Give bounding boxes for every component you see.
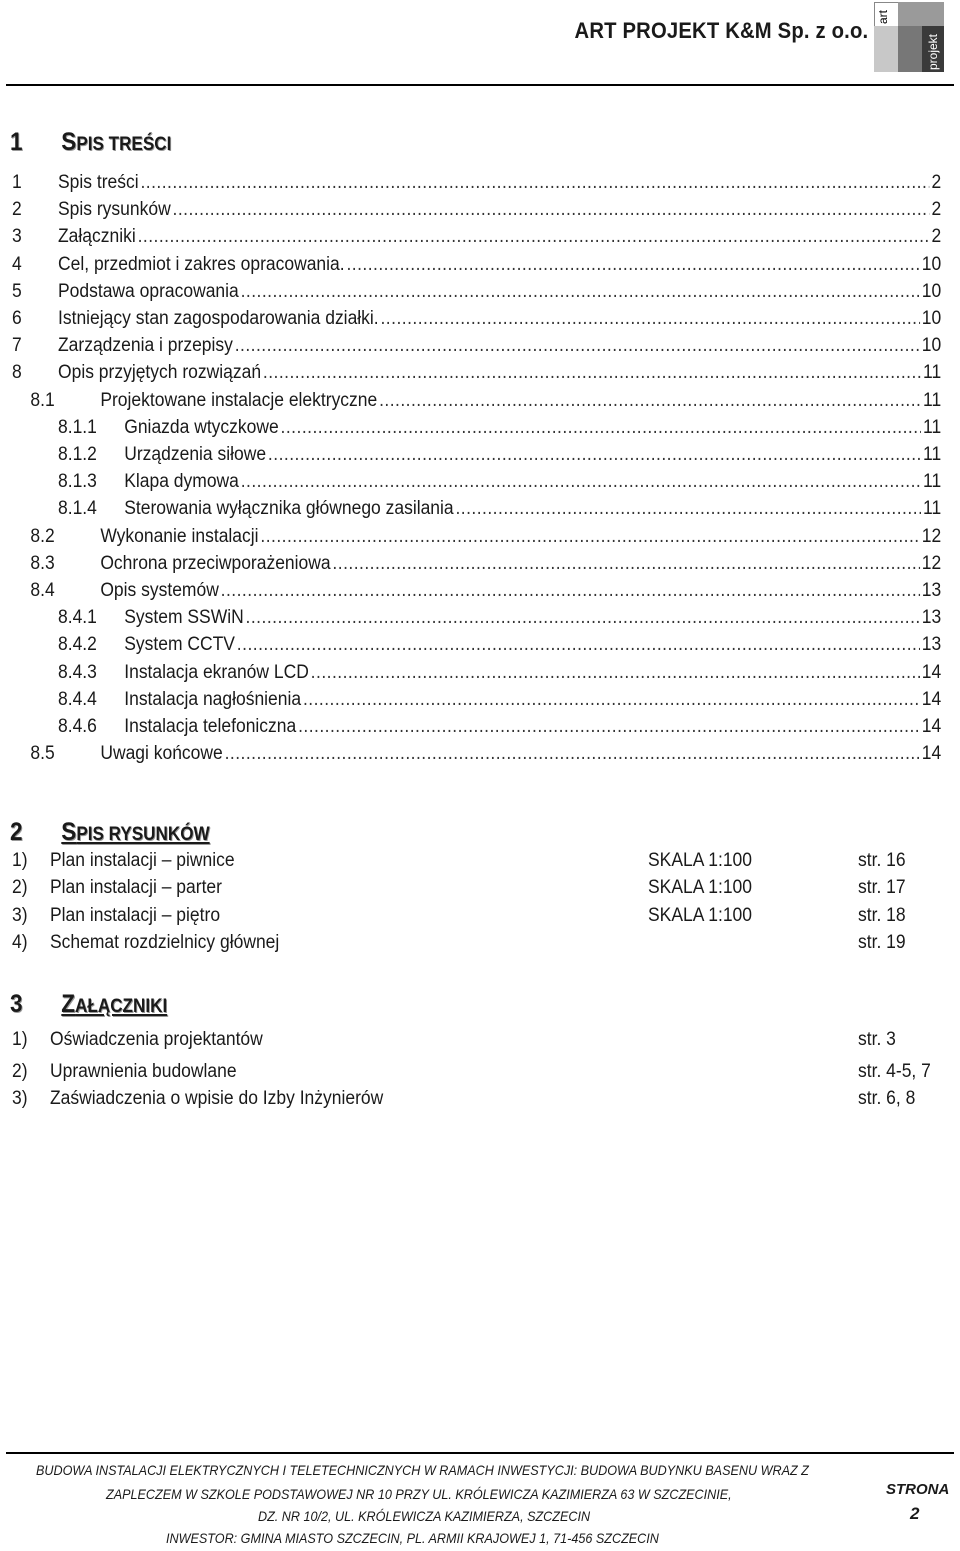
figure-entry-scale: SKALA 1:100 [648,850,753,871]
section-title-rest: PIS TREŚCI [76,134,172,155]
toc-leader-dots [268,444,921,466]
toc-entry-number: 1 [12,172,22,193]
toc-entry-title: Gniazda wtyczkowe [124,416,279,438]
toc-entry-page: 11 [923,444,942,465]
toc-entry[interactable] [12,199,941,226]
toc-entry[interactable] [12,553,941,580]
toc-entry-page: 14 [921,688,942,710]
toc-leader-dots [235,335,920,357]
toc-entry-title: Instalacja telefoniczna [124,716,297,737]
toc-entry-number: 2 [12,199,22,221]
toc-leader-dots [298,716,920,738]
footer-line-2: ZAPLECZEM W SZKOLE PODSTAWOWEJ NR 10 PRZY UL. KRÓLEWICZA KAZIMIERZA 63 W SZCZECINIE, [106,1486,732,1502]
figure-entry-page: str. 17 [858,877,906,899]
toc-leader-dots [221,580,920,602]
toc-entry-title: Wykonanie instalacji [100,525,259,547]
toc-entry-page: 11 [923,498,942,520]
figure-entry-scale: SKALA 1:100 [648,904,753,926]
figure-entry-title: Plan instalacji – piętro [50,904,221,926]
toc-entry-number: 8.1.1 [58,416,97,438]
toc-entry-page: 2 [931,172,942,193]
logo-text-projekt: projekt [926,33,940,70]
toc-entry-number: 8.2 [30,525,55,547]
section-heading-figures [10,818,210,847]
toc-entry[interactable] [12,634,941,661]
toc-entry-number: 8.4 [30,580,55,601]
section-title-initial: S [61,818,77,846]
toc-entry[interactable] [12,226,941,253]
toc-entry-page: 13 [921,634,942,656]
figure-entry[interactable] [12,877,942,904]
attachment-entry-number: 1) [12,1029,28,1050]
figure-entry-page: str. 16 [858,850,906,871]
footer-page-number: 2 [910,1504,920,1523]
toc-entry[interactable] [12,526,941,553]
toc-entry[interactable] [12,362,941,389]
toc-entry-title: Klapa dymowa [124,471,239,493]
logo-text-art: art [876,9,890,24]
toc-entry-title: System CCTV [124,634,235,656]
toc-entry[interactable] [12,471,941,498]
toc-entry-number: 6 [12,308,22,329]
attachment-entry-number: 2) [12,1061,28,1082]
toc-entry-title: Podstawa opracowania [58,280,239,302]
figure-entry-title: Plan instalacji – piwnice [50,850,235,871]
toc-entry-title: Urządzenia siłowe [124,444,267,465]
toc-entry[interactable] [12,607,941,634]
toc-entry-number: 8.4.3 [58,661,97,683]
toc-entry-number: 8 [12,362,22,384]
footer-line-4: INWESTOR: GMINA MIASTO SZCZECIN, PL. ARMII KRAJOWEJ 1, 71-456 SZCZECIN [166,1530,659,1546]
toc-entry-page: 12 [921,552,942,574]
toc-entry-title: Zarządzenia i przepisy [58,335,233,357]
toc-entry-page: 10 [921,335,942,357]
header-divider [6,84,954,86]
company-name: ART PROJEKT K&M Sp. z o.o. [574,18,868,43]
toc-entry-title: Sterowania wyłącznika głównego zasilania [124,498,454,520]
toc-entry-title: Ochrona przeciwporażeniowa [100,552,331,574]
toc-entry-number: 8.4.4 [58,688,97,710]
toc-leader-dots [311,662,920,684]
toc-leader-dots [173,199,930,221]
section-title-initial: S [61,128,77,156]
footer-line-3: DZ. NR 10/2, UL. KRÓLEWICZA KAZIMIERZA, SZCZECIN [258,1508,591,1524]
toc-entry[interactable] [12,743,941,770]
toc-entry-page: 14 [921,661,942,683]
toc-entry-number: 8.3 [30,552,55,574]
figure-entry[interactable] [12,905,942,932]
toc-entry[interactable] [12,580,941,607]
toc-entry-number: 8.1.2 [58,444,97,465]
toc-leader-dots [138,226,930,248]
toc-entry-title: Załączniki [58,226,136,248]
toc-entry-page: 10 [921,308,942,329]
attachment-entry[interactable] [12,1088,942,1115]
figure-entry-page: str. 19 [858,931,906,953]
section-number: 2 [10,818,23,846]
figure-entry-number: 3) [12,904,28,926]
toc-entry-title: Opis przyjętych rozwiązań [58,362,262,384]
company-logo [874,2,944,72]
toc-entry[interactable] [12,254,941,281]
figure-entry[interactable] [12,932,942,959]
attachment-entry-title: Oświadczenia projektantów [50,1029,263,1050]
toc-entry-page: 2 [931,199,942,221]
attachment-entry-title: Zaświadczenia o wpisie do Izby Inżynierów [50,1088,384,1109]
toc-entry[interactable] [12,281,941,308]
toc-leader-dots [346,254,919,276]
toc-leader-dots [241,281,920,303]
toc-entry-number: 8.1.3 [58,471,97,493]
toc-entry-number: 8.1.4 [58,498,97,520]
toc-leader-dots [263,362,921,384]
toc-entry-page: 10 [921,280,942,302]
figure-entry-title: Schemat rozdzielnicy głównej [50,931,280,953]
toc-entry-title: System SSWiN [124,607,244,629]
attachment-entry[interactable] [12,1029,942,1056]
attachment-entry-page: str. 6, 8 [858,1088,916,1109]
toc-leader-dots [303,689,920,711]
toc-entry-title: Projektowane instalacje elektryczne [100,389,378,411]
toc-entry-title: Instalacja nagłośnienia [124,688,302,710]
footer-divider [6,1452,954,1454]
attachment-entry-number: 3) [12,1088,28,1109]
toc-entry-number: 5 [12,280,22,302]
toc-entry-title: Instalacja ekranów LCD [124,661,309,683]
section-title-initial: Z [61,990,76,1018]
figure-entry[interactable] [12,850,942,877]
toc-entry-title: Spis treści [58,172,139,193]
toc-leader-dots [225,743,920,765]
toc-entry-number: 8.4.2 [58,634,97,656]
attachment-entry-page: str. 3 [858,1029,896,1050]
toc-entry[interactable] [12,689,941,716]
section-heading-toc [10,128,171,157]
toc-entry-title: Istniejący stan zagospodarowania działki. [58,308,379,329]
toc-entry-page: 11 [923,389,942,411]
attachment-entry[interactable] [12,1061,942,1088]
toc-leader-dots [237,634,920,656]
toc-leader-dots [241,471,921,493]
toc-entry-page: 14 [921,716,942,737]
section-number: 3 [10,990,23,1018]
toc-entry[interactable] [12,444,941,471]
toc-entry-title: Opis systemów [100,580,219,601]
toc-entry-page: 10 [921,253,942,275]
section-number: 1 [10,128,23,156]
toc-entry-page: 13 [921,607,942,629]
toc-entry-page: 11 [923,471,942,493]
toc-entry-page: 11 [923,416,942,438]
toc-entry-page: 12 [921,525,942,547]
figure-entry-number: 1) [12,850,28,871]
toc-entry-page: 14 [921,743,942,765]
section-title-rest: AŁĄCZNIKI [75,996,168,1017]
toc-leader-dots [332,553,919,575]
footer-page-label: STRONA [886,1481,950,1498]
toc-entry-number: 4 [12,253,22,275]
toc-entry-number: 8.5 [30,743,55,765]
toc-entry-title: Cel, przedmiot i zakres opracowania. [58,253,345,275]
figure-entry-scale: SKALA 1:100 [648,877,753,899]
toc-leader-dots [140,172,929,194]
figure-entry-title: Plan instalacji – parter [50,877,222,899]
toc-entry-number: 7 [12,335,22,357]
toc-entry[interactable] [12,716,941,743]
toc-entry[interactable] [12,308,941,335]
attachment-entry-page: str. 4-5, 7 [858,1061,931,1082]
toc-entry-title: Uwagi końcowe [100,743,223,765]
toc-leader-dots [379,390,921,412]
toc-entry[interactable] [12,390,941,417]
figure-entry-number: 2) [12,877,28,899]
toc-entry[interactable] [12,335,941,362]
toc-entry[interactable] [12,172,941,199]
section-title-rest: PIS RYSUNKÓW [76,824,210,845]
toc-entry-title: Spis rysunków [58,199,171,221]
toc-entry[interactable] [12,498,941,525]
toc-leader-dots [281,417,922,439]
footer-line-1: BUDOWA INSTALACJI ELEKTRYCZNYCH I TELETECHNICZNYCH W RAMACH INWESTYCJI: BUDOWA BUDYNKU BASENU WRAZ Z [36,1462,809,1478]
toc-entry-page: 2 [931,226,942,248]
toc-leader-dots [380,308,919,330]
toc-entry-number: 8.1 [30,389,55,411]
toc-entry-page: 13 [921,580,942,601]
toc-entry-number: 8.4.1 [58,607,97,629]
toc-entry-page: 11 [923,362,942,384]
figure-entry-number: 4) [12,931,28,953]
attachment-entry-title: Uprawnienia budowlane [50,1061,237,1082]
toc-leader-dots [260,526,920,548]
toc-leader-dots [246,607,920,629]
toc-entry-number: 8.4.6 [58,716,97,737]
toc-leader-dots [455,498,921,520]
figure-entry-page: str. 18 [858,904,906,926]
toc-entry[interactable] [12,417,941,444]
toc-entry-number: 3 [12,226,22,248]
section-heading-attachments [10,990,167,1019]
toc-entry[interactable] [12,662,941,689]
